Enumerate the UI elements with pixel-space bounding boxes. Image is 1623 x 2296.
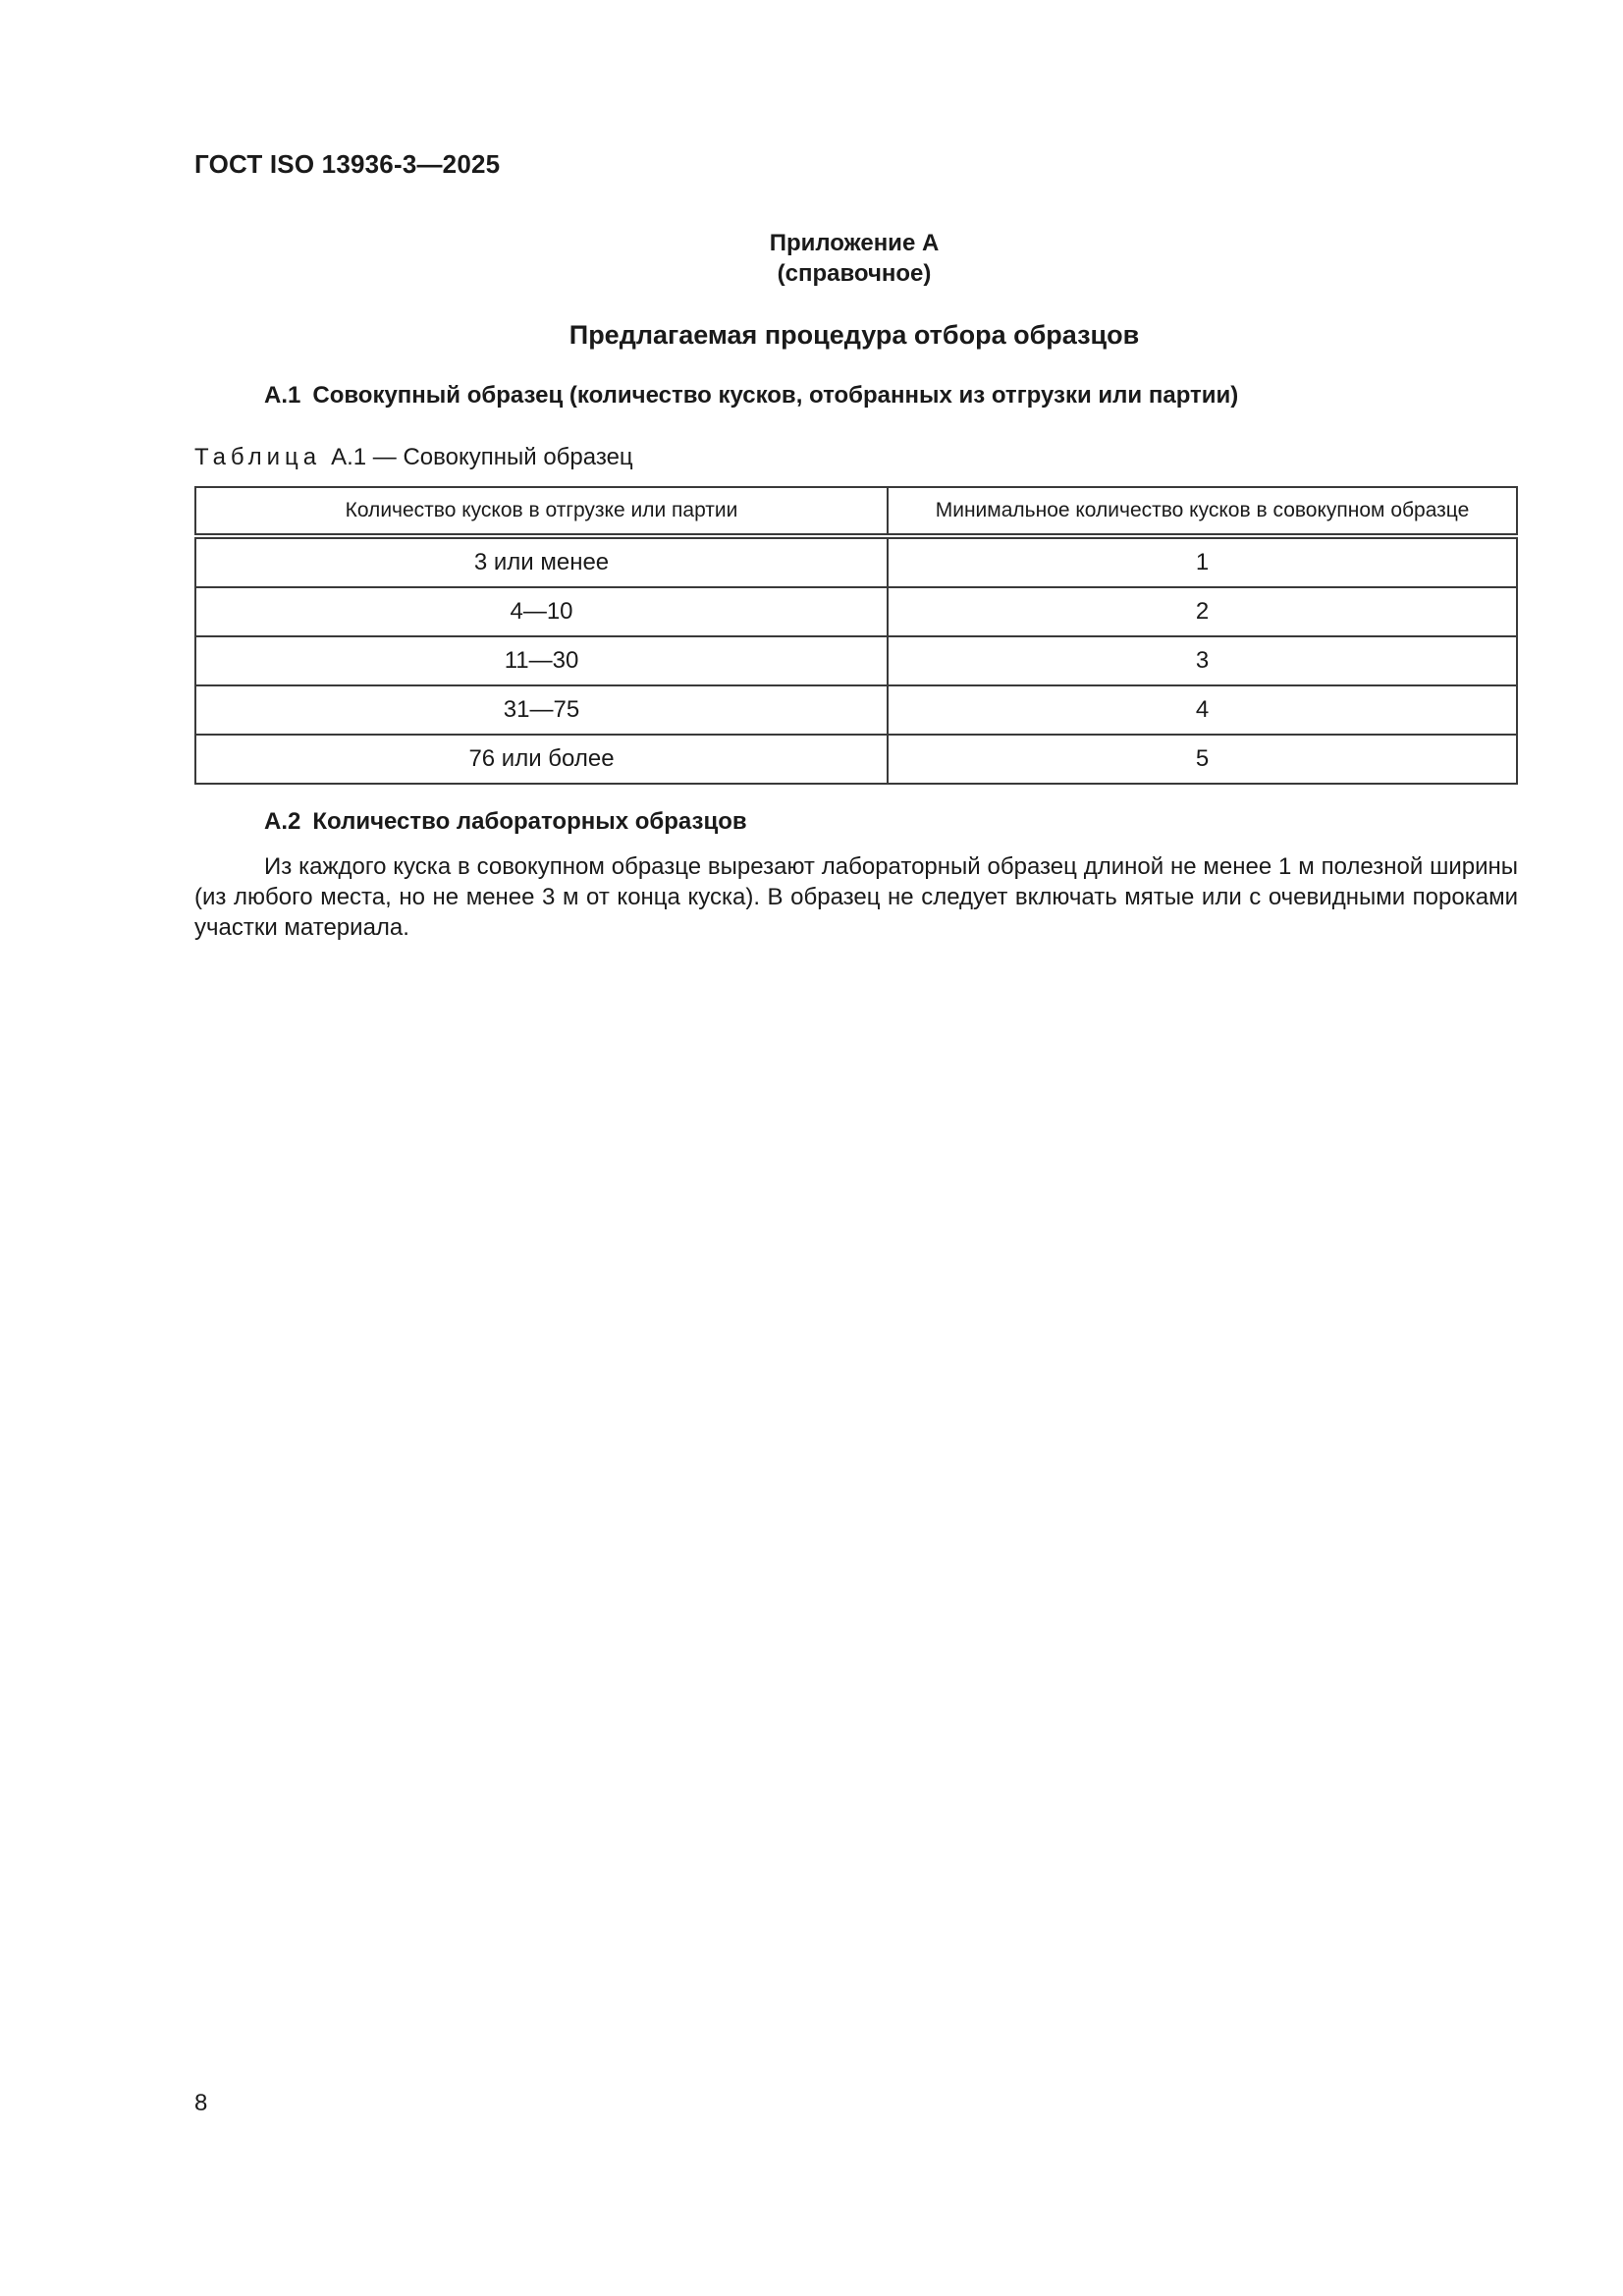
annex-label: Приложение А	[769, 230, 940, 256]
table-cell: 4—10	[195, 587, 888, 636]
section-a1-title: Совокупный образец (количество кусков, отобранных из отгрузки или партии)	[312, 382, 1239, 409]
section-a1-heading	[264, 382, 1238, 410]
column-header: Минимальное количество кусков в совокупном образце	[888, 487, 1517, 536]
table-caption-word: Таблица	[194, 444, 322, 470]
table-row	[195, 536, 1517, 587]
sample-table	[194, 486, 1518, 785]
table-cell: 76 или более	[195, 735, 888, 784]
table-cell: 31—75	[195, 685, 888, 735]
table-cell: 2	[888, 587, 1517, 636]
annex-heading	[0, 228, 1623, 289]
page-number: 8	[194, 2090, 208, 2116]
section-a2-number: А.2	[264, 808, 301, 835]
column-header: Количество кусков в отгрузке или партии	[195, 487, 888, 536]
table-cell: 4	[888, 685, 1517, 735]
table-row	[195, 735, 1517, 784]
table-cell: 11—30	[195, 636, 888, 685]
section-a2-paragraph: Из каждого куска в совокупном образце вырезают лабораторный образец длиной не менее 1 м полезной ширины (из любого места, но не менее 3 м от конца куска). В образец не следует включать мятые или с очевидными пороками участки материала.	[194, 853, 1518, 941]
table-row	[195, 587, 1517, 636]
annex-status: (справочное)	[777, 260, 932, 287]
table-cell: 3 или менее	[195, 536, 888, 587]
table-row	[195, 685, 1517, 735]
table-row	[195, 636, 1517, 685]
table-caption-text: А.1 — Совокупный образец	[331, 444, 633, 470]
section-a2-heading	[264, 808, 747, 836]
section-a1-number: А.1	[264, 382, 301, 409]
table-caption	[194, 444, 633, 471]
table-cell: 5	[888, 735, 1517, 784]
annex-title: Предлагаемая процедура отбора образцов	[568, 320, 1140, 350]
table-cell: 1	[888, 536, 1517, 587]
table-header-row	[195, 487, 1517, 536]
table-cell: 3	[888, 636, 1517, 685]
section-a2-title: Количество лабораторных образцов	[312, 808, 747, 835]
document-id: ГОСТ ISO 13936-3—2025	[194, 149, 501, 179]
